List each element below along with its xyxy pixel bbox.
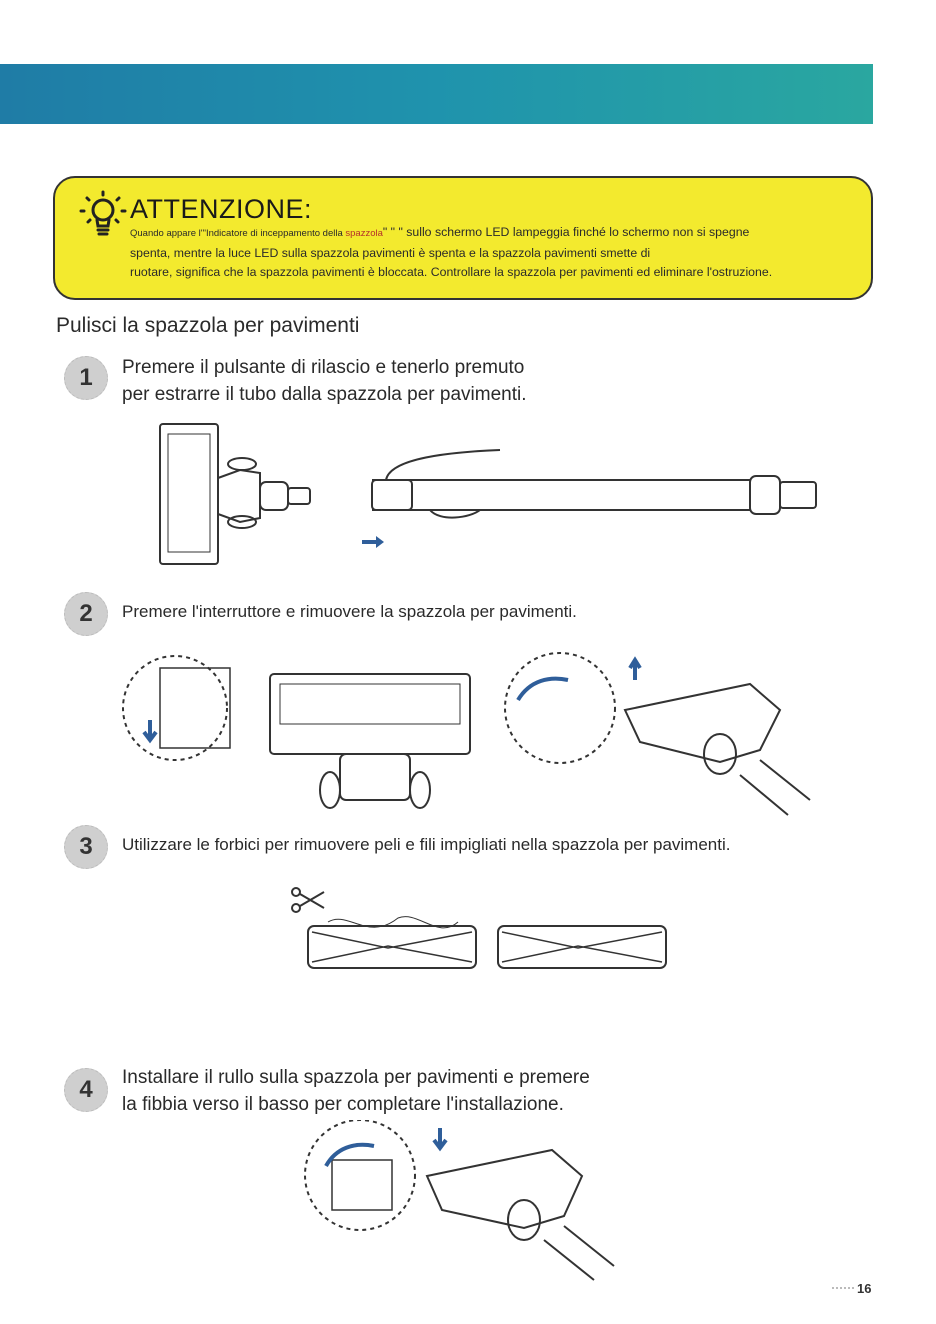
rotate-arrow-icon <box>326 1145 374 1166</box>
warning-line-3: ruotare, significa che la spazzola pavimenti è bloccata. Controllare la spazzola per pavimenti ed eliminare l'ostruzione. <box>130 265 773 279</box>
step-4-text <box>122 1064 590 1118</box>
down-arrow-icon <box>144 720 156 740</box>
section-title: Pulisci la spazzola per pavimenti <box>56 314 360 337</box>
step-1-number: 1 <box>64 356 108 400</box>
step-2-number: 2 <box>64 592 108 636</box>
rotate-arrow-icon <box>518 679 568 700</box>
step-3-text <box>122 831 730 858</box>
step-1-illustration <box>150 418 830 568</box>
page-number: 16 <box>857 1281 872 1296</box>
lightbulb-icon <box>78 190 128 242</box>
warning-line-2: spenta, mentre la luce LED sulla spazzola pavimenti è spenta e la spazzola pavimenti smette di <box>130 245 651 260</box>
step-2-line-1: Premere l'interruttore e rimuovere la spazzola per pavimenti. <box>122 602 577 621</box>
warning-title: ATTENZIONE: <box>130 194 313 224</box>
warning-line-1 <box>130 223 920 244</box>
step-4-number: 4 <box>64 1068 108 1112</box>
step-4-line-1: Installare il rullo sulla spazzola per pavimenti e premere <box>122 1067 590 1088</box>
down-arrow-icon <box>434 1128 446 1148</box>
step-4-line-2: la fibbia verso il basso per completare l'installazione. <box>122 1094 564 1115</box>
step-1-line-1: Premere il pulsante di rilascio e tenerlo premuto <box>122 357 525 378</box>
step-3-illustration <box>288 882 678 982</box>
warning-line-1-rest: " " " sullo schermo LED lampeggia finché lo schermo non si spegne <box>382 225 750 239</box>
step-3-line-1: Utilizzare le forbici per rimuovere peli e fili impigliati nella spazzola per pavimenti. <box>122 835 731 854</box>
step-1-text <box>122 354 526 408</box>
warning-text <box>130 223 920 283</box>
up-arrow-icon <box>630 660 640 680</box>
step-2-illustration <box>120 650 820 820</box>
step-1-line-2: per estrarre il tubo dalla spazzola per pavimenti. <box>122 384 527 405</box>
step-2-text <box>122 598 577 625</box>
header-banner <box>0 64 873 124</box>
pull-arrow-icon <box>362 536 384 548</box>
warning-line-1-small: Quando appare l'"Indicatore di inceppamento della <box>130 228 346 239</box>
warning-line-1-red: spazzola <box>345 228 383 239</box>
step-4-illustration <box>302 1120 632 1290</box>
step-3-number: 3 <box>64 825 108 869</box>
page-number-decoration <box>832 1287 854 1293</box>
